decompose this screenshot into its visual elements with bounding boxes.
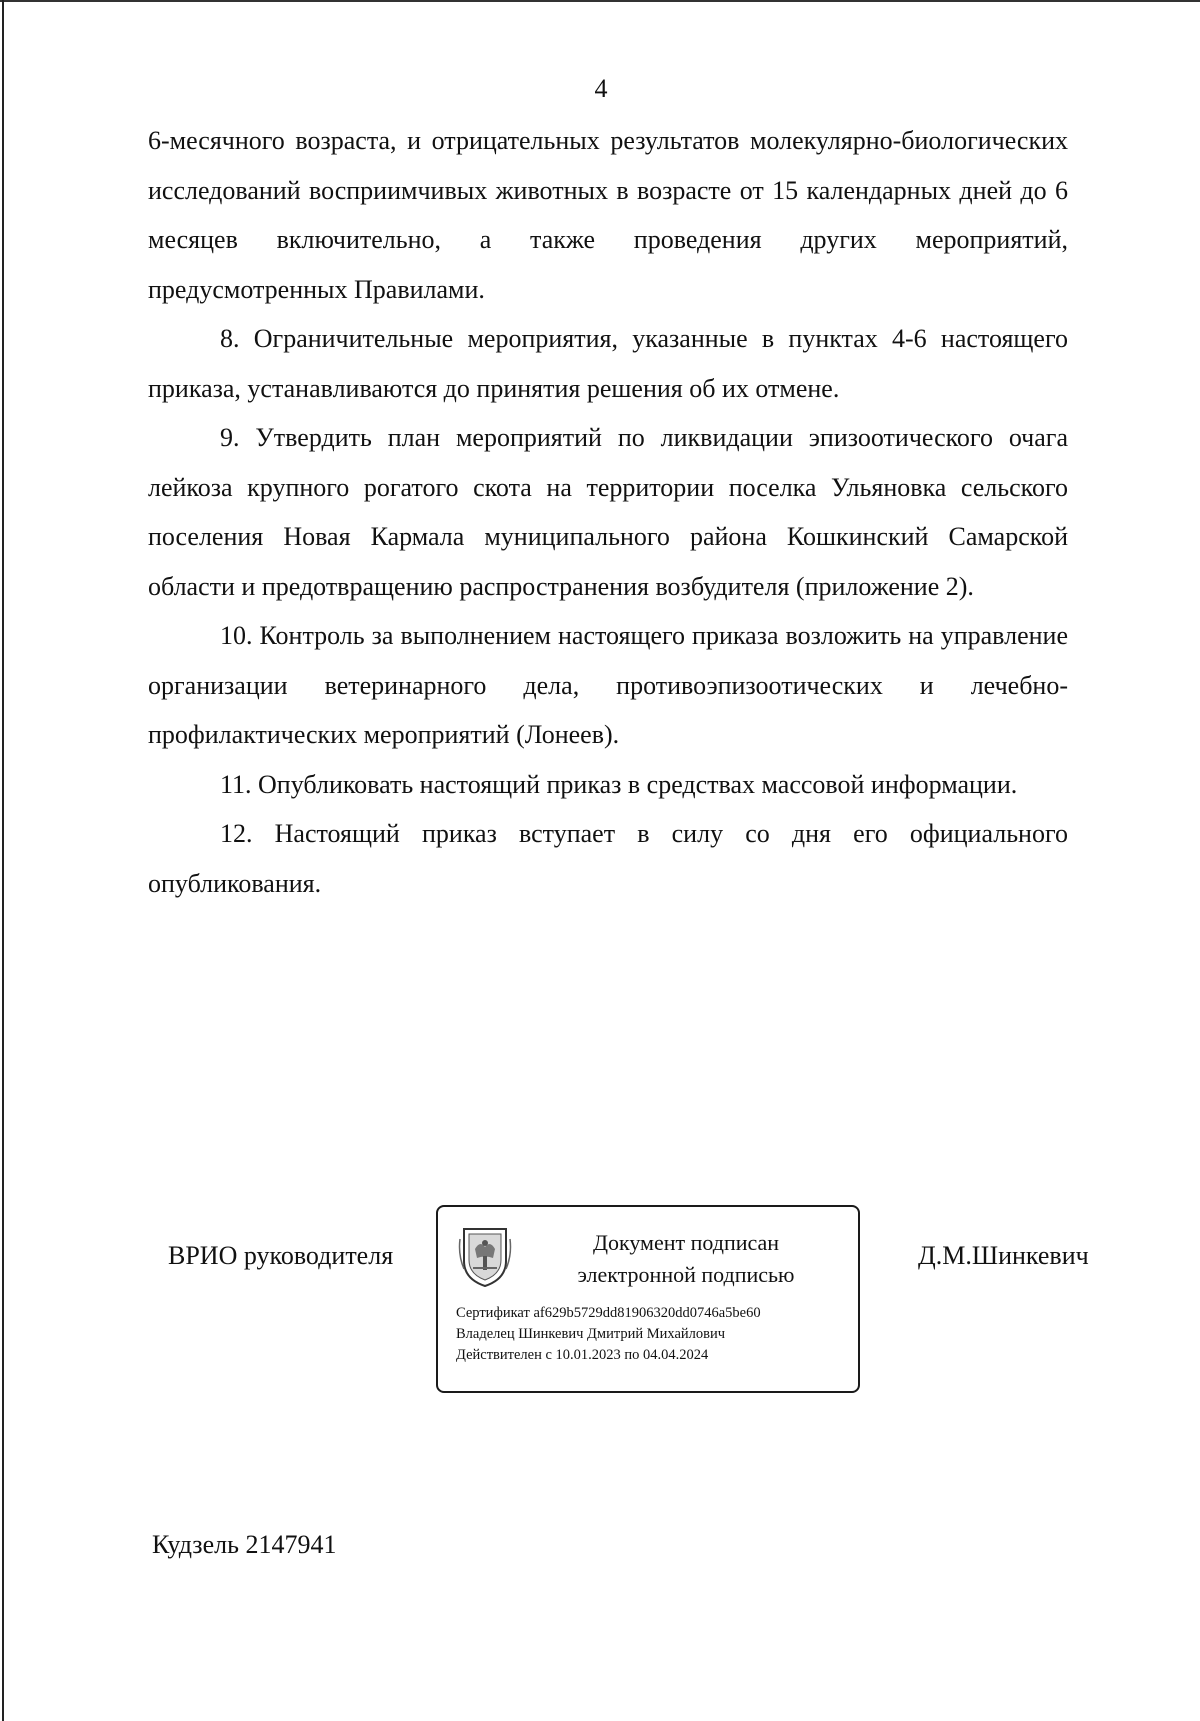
coat-of-arms-icon [458,1225,512,1289]
certificate-validity: Действителен с 10.01.2023 по 04.04.2024 [456,1347,709,1363]
scan-edge-top [0,0,1200,2]
signer-role: ВРИО руководителя [168,1241,394,1270]
signature-block [0,1205,1200,1395]
paragraph-10: 10. Контроль за выполнением настоящего приказа возложить на управление организации ветеринарного дела, противоэпизоотических и лечебно-профилактических мероприятий (Лонеев). [148,621,1068,749]
stamp-title-line-1: Документ подписан [592,1230,780,1255]
paragraph-12: 12. Настоящий приказ вступает в силу со дня его официального опубликования. [148,819,1068,898]
paragraph-9: 9. Утвердить план мероприятий по ликвидации эпизоотического очага лейкоза крупного рогатого скота на территории поселка Ульяновка сельского поселения Новая Кармала муниципального района Кошкинский Самарской области и предотвращению распространения возбудителя (приложение 2). [148,423,1068,601]
electronic-signature-stamp [436,1205,860,1393]
certificate-owner: Владелец Шинкевич Дмитрий Михайлович [456,1326,726,1342]
signer-name: Д.М.Шинкевич [918,1241,1089,1270]
paragraph-continuation: 6-месячного возраста, и отрицательных результатов молекулярно-биологических исследований восприимчивых животных в возрасте от 15 календарных дней до 6 месяцев включительно, а также проведения других мероприятий, предусмотренных Правилами. [148,126,1068,304]
stamp-title [558,1227,814,1291]
paragraph-11: 11. Опубликовать настоящий приказ в средствах массовой информации. [220,769,1018,799]
document-body [148,116,1068,908]
page-number: 4 [594,74,608,103]
stamp-title-line-2: электронной подписью [577,1262,795,1287]
scan-edge-left [2,0,4,1721]
stamp-details [456,1303,761,1366]
certificate-number: Сертификат af629b5729dd81906320dd0746a5be60 [456,1305,761,1321]
executor-info: Кудзель 2147941 [152,1530,337,1559]
paragraph-8: 8. Ограничительные мероприятия, указанные в пунктах 4-6 настоящего приказа, устанавливаются до принятия решения об их отмене. [148,324,1068,403]
